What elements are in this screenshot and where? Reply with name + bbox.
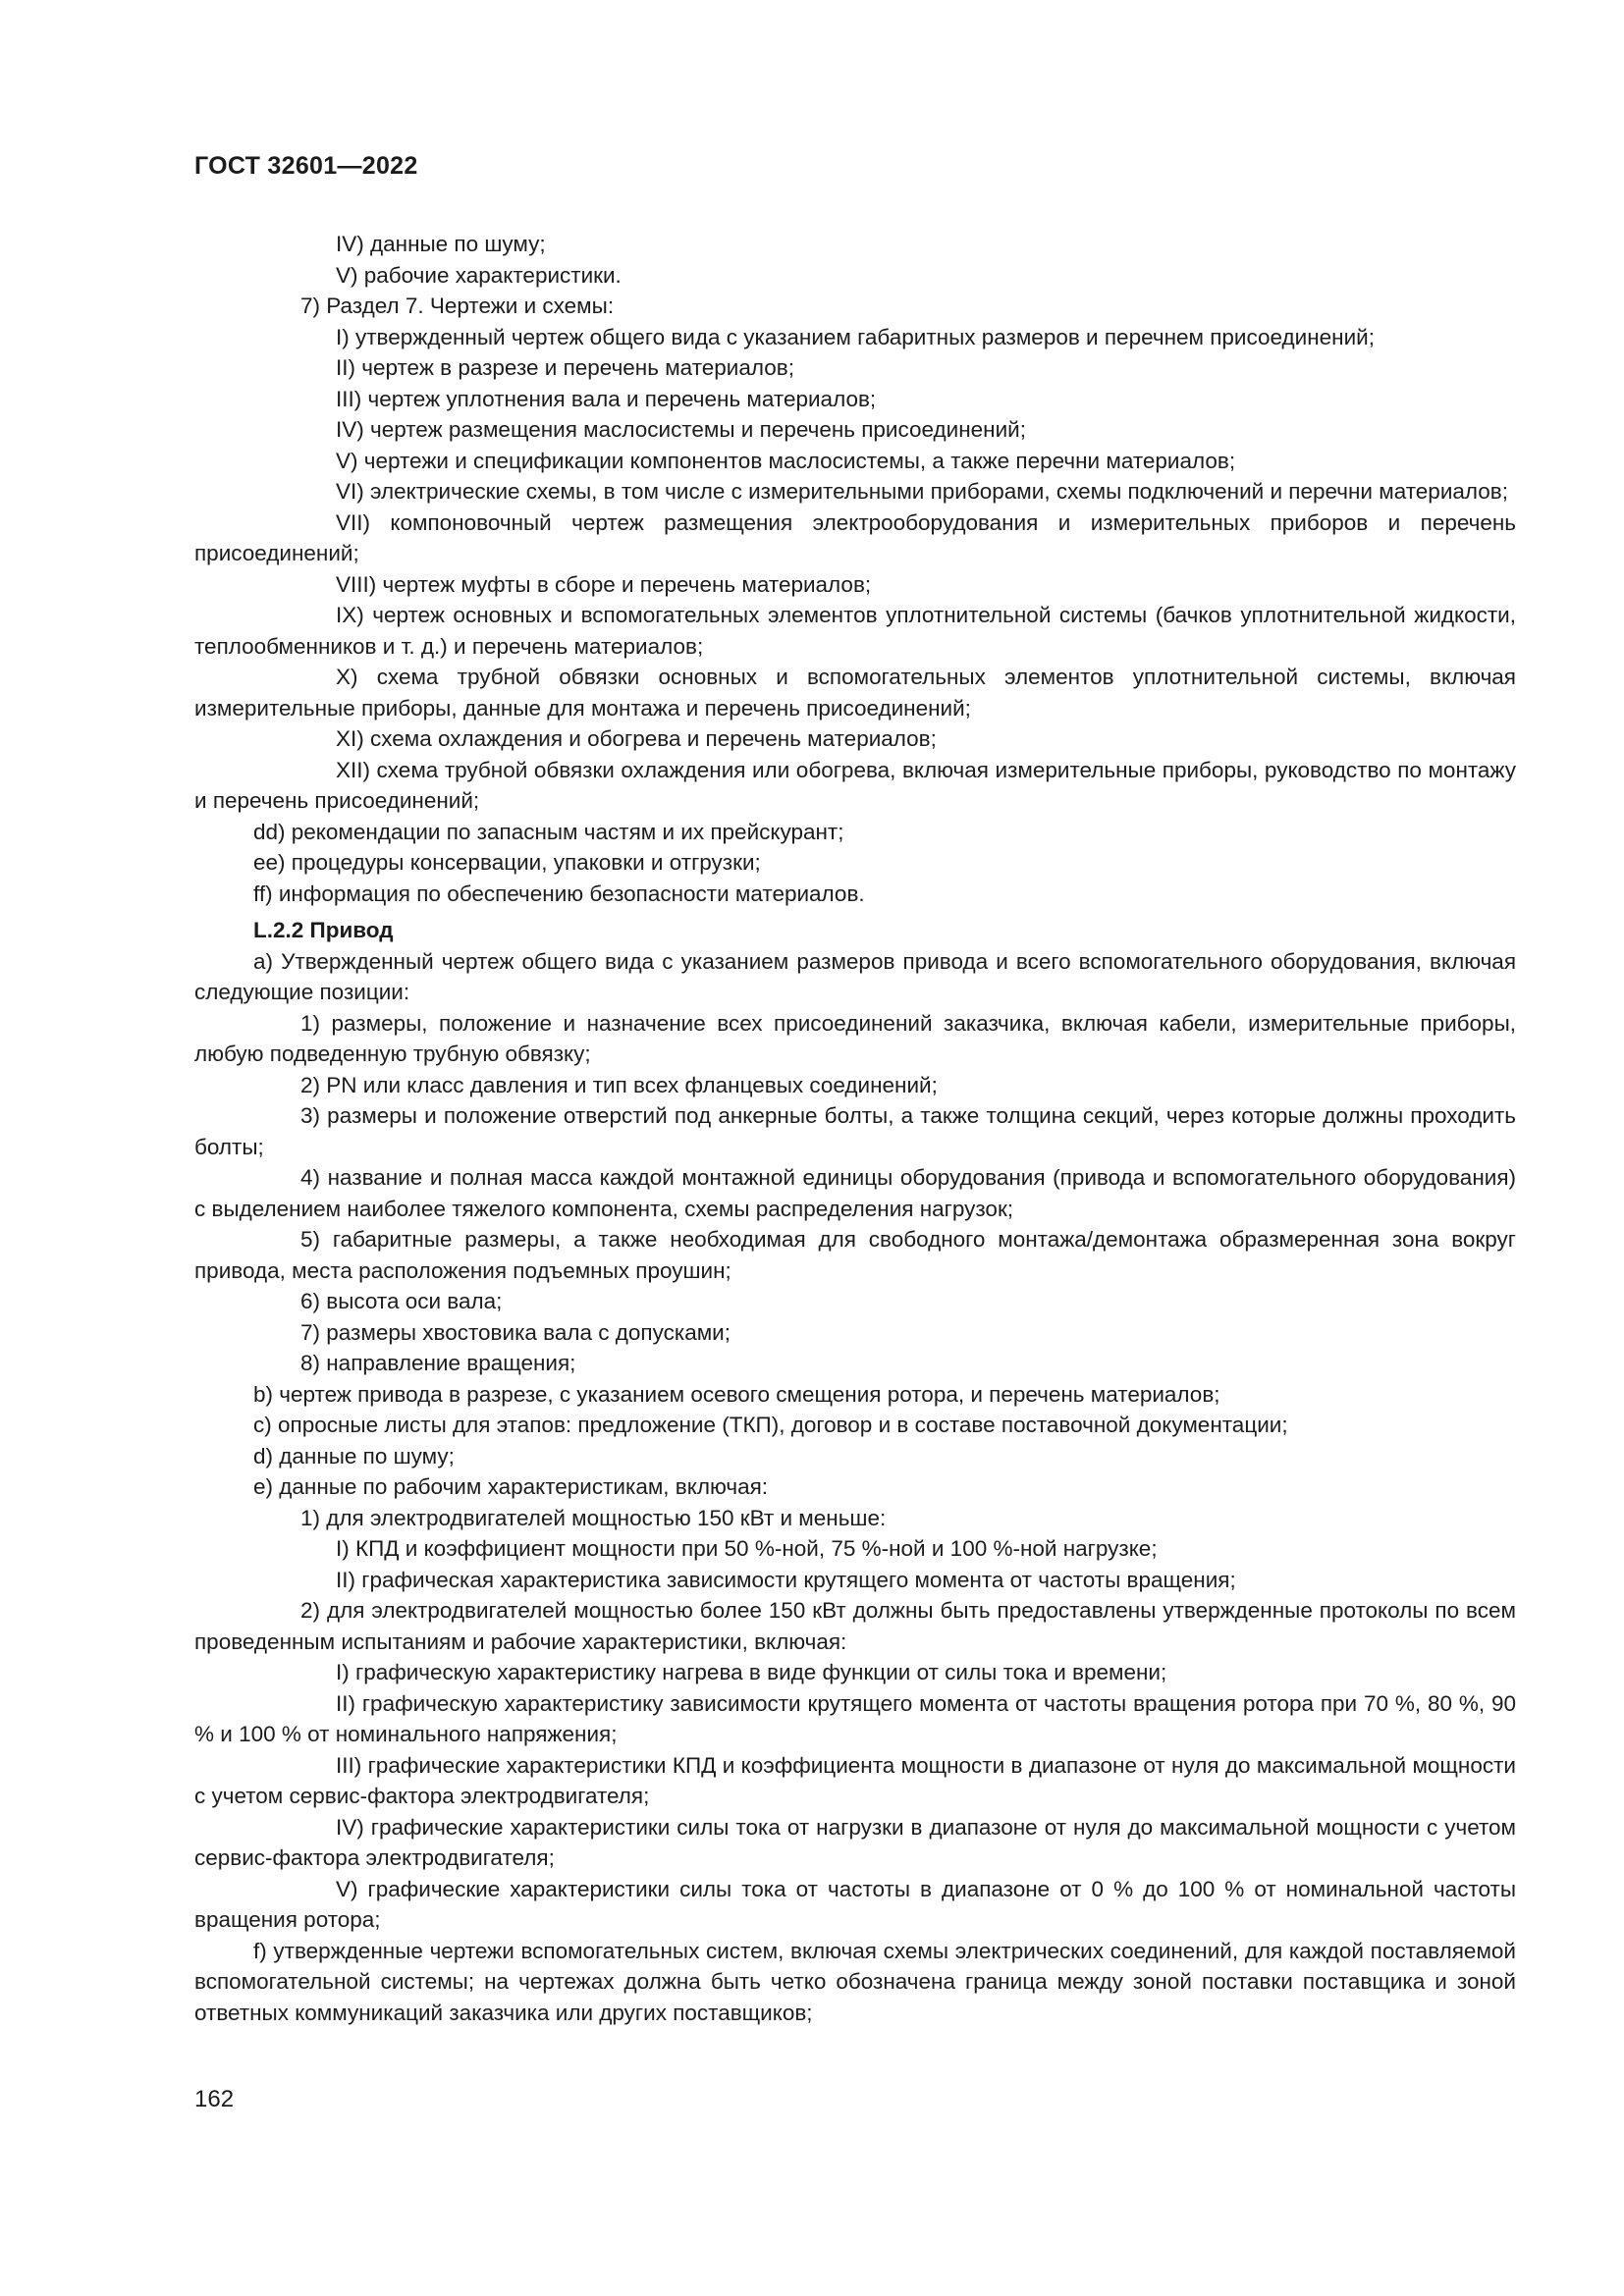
document-header: ГОСТ 32601—2022: [194, 152, 418, 180]
list-item: 2) PN или класс давления и тип всех фланцевых соединений;: [300, 1072, 938, 1097]
list-item: III) графические характеристики КПД и коэффициента мощности в диапазоне от нуля до максимальной мощности с учетом сервис-фактора электродвигателя;: [194, 1752, 1516, 1808]
list-item: е) данные по рабочим характеристикам, включая:: [253, 1474, 769, 1499]
list-item: b) чертеж привода в разрезе, с указанием осевого смещения ротора, и перечень материалов;: [253, 1381, 1220, 1407]
section-heading: L.2.2 Привод: [253, 918, 394, 942]
list-item: V) рабочие характеристики.: [336, 262, 622, 288]
list-item: I) утвержденный чертеж общего вида с указанием габаритных размеров и перечнем присоединений;: [336, 324, 1375, 349]
list-item: 6) высота оси вала;: [300, 1289, 503, 1313]
list-item: II) графическую характеристику зависимости крутящего момента от частоты вращения ротора при 70 %, 80 %, 90 % и 100 % от номинального напряжения;: [194, 1690, 1516, 1746]
list-item: XII) схема трубной обвязки охлаждения или обогрева, включая измерительные приборы, руководство по монтажу и перечень присоединений;: [194, 757, 1516, 813]
page-number: 162: [194, 2086, 235, 2112]
list-item: IX) чертеж основных и вспомогательных элементов уплотнительной системы (бачков уплотнительной жидкости, теплообменников и т. д.) и перечень материалов;: [194, 603, 1516, 659]
list-item: 3) размеры и положение отверстий под анкерные болты, а также толщина секций, через которые должны проходить болты;: [194, 1103, 1516, 1159]
list-item: 1) размеры, положение и назначение всех присоединений заказчика, включая кабели, измерительные приборы, любую подведенную трубную обвязку;: [194, 1010, 1516, 1066]
list-item: V) графические характеристики силы тока от частоты в диапазоне от 0 % до 100 % от номинальной частоты вращения ротора;: [194, 1876, 1516, 1932]
list-item: dd) рекомендации по запасным частям и их прейскурант;: [253, 819, 844, 844]
list-item: а) Утвержденный чертеж общего вида с указанием размеров привода и всего вспомогательного оборудования, включая следующие позиции:: [194, 948, 1516, 1004]
list-item: ff) информация по обеспечению безопасности материалов.: [253, 881, 865, 906]
list-item: I) графическую характеристику нагрева в виде функции от силы тока и времени;: [336, 1660, 1167, 1684]
list-item: X) схема трубной обвязки основных и вспомогательных элементов уплотнительной системы, включая измерительные приборы, данные для монтажа и перечень присоединений;: [194, 665, 1516, 721]
list-item: 4) название и полная масса каждой монтажной единицы оборудования (привода и вспомогательного оборудования) с выделением наиболее тяжелого компонента, схемы распределения нагрузок;: [194, 1165, 1516, 1221]
list-item: ее) процедуры консервации, упаковки и отгрузки;: [253, 850, 761, 875]
list-item: IV) графические характеристики силы тока от нагрузки в диапазоне от нуля до максимальной мощности с учетом сервис-фактора электродвигателя;: [194, 1814, 1516, 1870]
list-item: с) опросные листы для этапов: предложение (ТКП), договор и в составе поставочной документации;: [253, 1413, 1288, 1437]
list-item: d) данные по шуму;: [253, 1443, 455, 1468]
list-item: 7) размеры хвостовика вала с допусками;: [300, 1319, 731, 1345]
list-item: 2) для электродвигателей мощностью более 150 кВт должны быть предоставлены утвержденные протоколы по всем проведенным испытаниям и рабочие характеристики, включая:: [194, 1598, 1516, 1654]
list-item: 5) габаритные размеры, а также необходимая для свободного монтажа/демонтажа образмеренная зона вокруг привода, места расположения подъемных проушин;: [194, 1227, 1516, 1283]
list-item: V) чертежи и спецификации компонентов маслосистемы, а также перечни материалов;: [336, 448, 1236, 473]
list-item: II) чертеж в разрезе и перечень материалов;: [336, 355, 794, 380]
list-item: IV) данные по шуму;: [336, 232, 546, 256]
list-item: II) графическая характеристика зависимости крутящего момента от частоты вращения;: [336, 1567, 1236, 1592]
list-item: I) КПД и коэффициент мощности при 50 %-ной, 75 %-ной и 100 %-ной нагрузке;: [336, 1536, 1158, 1561]
list-item: IV) чертеж размещения маслосистемы и перечень присоединений;: [336, 417, 1026, 442]
document-body: [194, 229, 1516, 2028]
list-item: III) чертеж уплотнения вала и перечень материалов;: [336, 386, 877, 411]
list-item: 7) Раздел 7. Чертежи и схемы:: [300, 294, 615, 318]
list-item: XI) схема охлаждения и обогрева и перечень материалов;: [336, 726, 937, 751]
list-item: 1) для электродвигателей мощностью 150 кВт и меньше:: [300, 1505, 887, 1530]
list-item: 8) направление вращения;: [300, 1351, 576, 1375]
list-item: VII) компоновочный чертеж размещения электрооборудования и измерительных приборов и перечень присоединений;: [194, 509, 1516, 565]
list-item: VIII) чертеж муфты в сборе и перечень материалов;: [336, 571, 872, 597]
list-item: f) утвержденные чертежи вспомогательных систем, включая схемы электрических соединений, для каждой поставляемой вспомогательной системы; на чертежах должна быть четко обозначена граница между зоной поставки поставщика и зоной ответных коммуникаций заказчика или других поставщиков;: [194, 1938, 1516, 2025]
list-item: VI) электрические схемы, в том числе с измерительными приборами, схемы подключений и перечни материалов;: [336, 479, 1508, 504]
